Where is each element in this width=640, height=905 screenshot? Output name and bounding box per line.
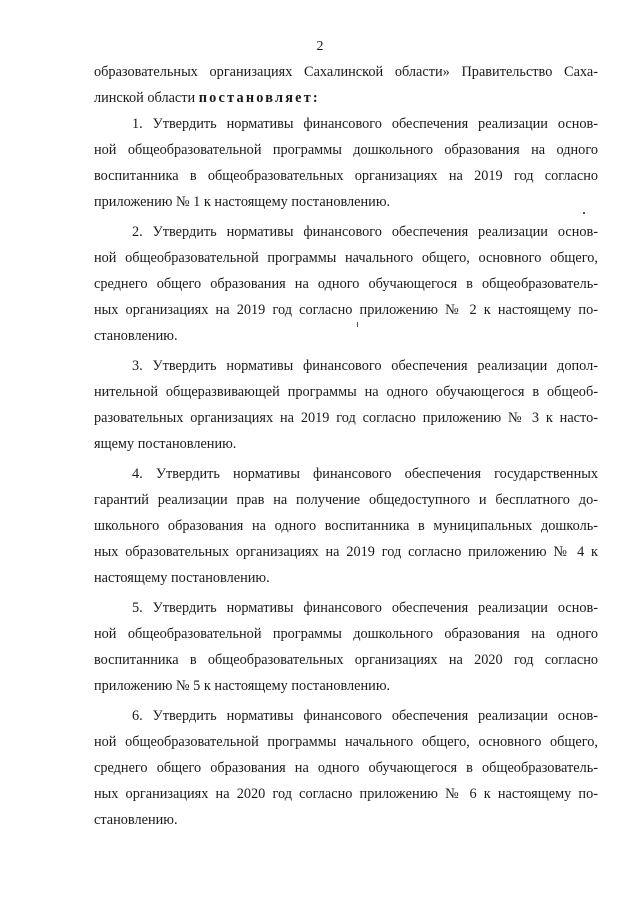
item-4-line-2: гарантий реализации прав на получение общедоступного и бесплатного до- (94, 492, 598, 508)
scan-speck (357, 322, 358, 327)
item-1-line-2: ной общеобразовательной программы дошкольного образования на одного (94, 142, 598, 158)
item-6-line-2: ной общеобразовательной программы начального общего, основного общего, (94, 734, 598, 750)
scan-speck (583, 212, 585, 214)
decree-keyword: постановляет: (198, 90, 320, 106)
item-2-line-4: ных организациях на 2019 год согласно приложению № 2 к настоящему по- (94, 302, 598, 318)
page-number: 2 (316, 39, 324, 54)
item-1-line-4: приложению № 1 к настоящему постановлению. (94, 194, 391, 210)
intro-line-2-text: линской области (94, 90, 199, 106)
item-4-line-1: 4. Утвердить нормативы финансового обеспечения государственных (132, 466, 598, 482)
item-6-line-3: среднего общего образования на одного обучающегося в общеобразователь- (94, 760, 598, 776)
item-4-line-5: настоящему постановлению. (94, 570, 270, 586)
item-6-line-1: 6. Утвердить нормативы финансового обеспечения реализации основ- (132, 708, 598, 724)
intro-line-1: образовательных организациях Сахалинской области» Правительство Саха- (94, 64, 598, 80)
item-2-line-5: становлению. (94, 328, 178, 344)
item-1-line-3: воспитанника в общеобразовательных организациях на 2019 год согласно (94, 168, 598, 184)
item-2-line-3: среднего общего образования на одного обучающегося в общеобразователь- (94, 276, 598, 292)
item-4-line-3: школьного образования на одного воспитанника в муниципальных дошколь- (94, 518, 598, 534)
item-3-line-4: ящему постановлению. (94, 436, 237, 452)
item-5-line-2: ной общеобразовательной программы дошкольного образования на одного (94, 626, 598, 642)
item-4-line-4: ных образовательных организациях на 2019 год согласно приложению № 4 к (94, 544, 598, 560)
item-3-line-1: 3. Утвердить нормативы финансового обеспечения реализации допол- (132, 358, 598, 374)
item-6-line-5: становлению. (94, 812, 178, 828)
item-3-line-2: нительной общеразвивающей программы на одного обучающегося в общеоб- (94, 384, 598, 400)
item-5-line-4: приложению № 5 к настоящему постановлению. (94, 678, 391, 694)
item-5-line-3: воспитанника в общеобразовательных организациях на 2020 год согласно (94, 652, 598, 668)
item-3-line-3: разовательных организациях на 2019 год согласно приложению № 3 к насто- (94, 410, 598, 426)
item-1-line-1: 1. Утвердить нормативы финансового обеспечения реализации основ- (132, 116, 598, 132)
item-6-line-4: ных организациях на 2020 год согласно приложению № 6 к настоящему по- (94, 786, 598, 802)
intro-line-2 (94, 88, 598, 108)
item-2-line-1: 2. Утвердить нормативы финансового обеспечения реализации основ- (132, 224, 598, 240)
item-2-line-2: ной общеобразовательной программы начального общего, основного общего, (94, 250, 598, 266)
item-5-line-1: 5. Утвердить нормативы финансового обеспечения реализации основ- (132, 600, 598, 616)
